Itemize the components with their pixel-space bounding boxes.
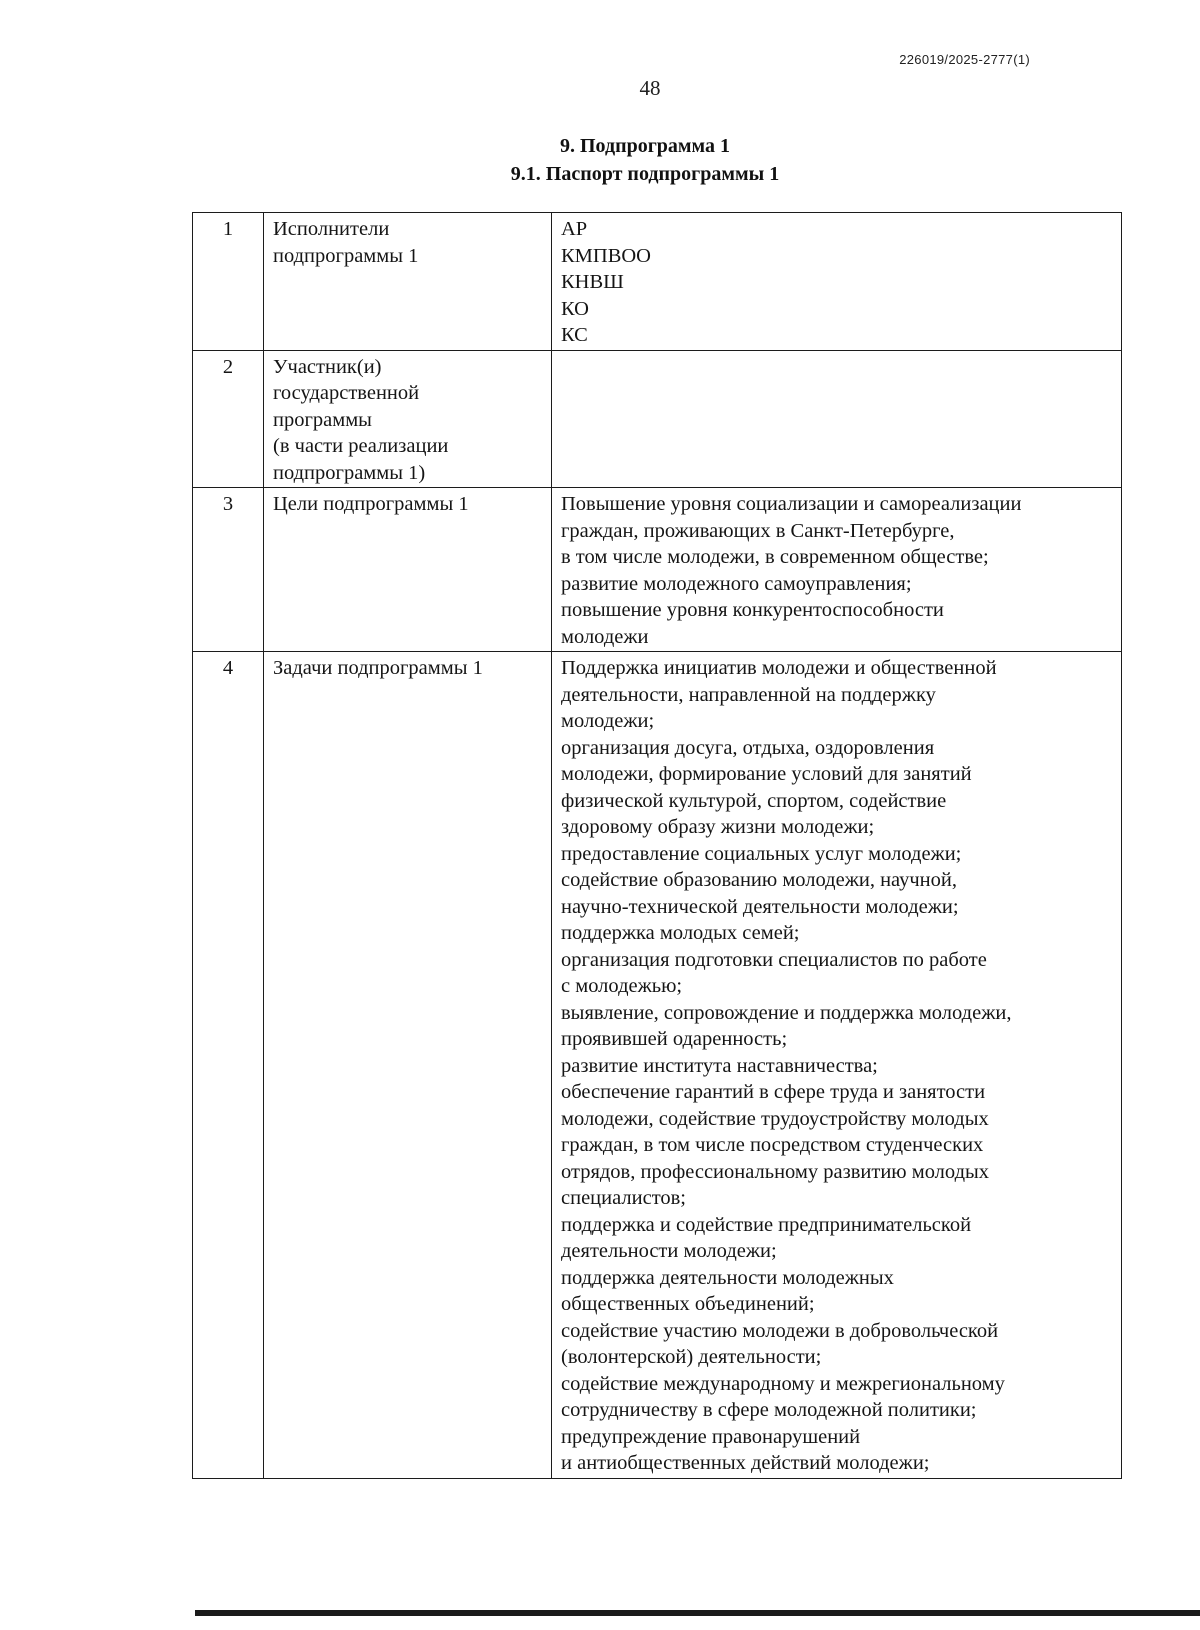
row-value (552, 652, 1122, 1479)
label-line: Цели подпрограммы 1 (273, 493, 469, 515)
value-line: физической культурой, спортом, содействие (561, 789, 947, 812)
value-line: повышение уровня конкурентоспособности (561, 599, 944, 621)
row-number: 4 (193, 652, 264, 1479)
value-line: КО (561, 297, 589, 320)
value-line: развитие молодежного самоуправления; (561, 572, 912, 595)
value-line: граждан, проживающих в Санкт-Петербурге, (561, 519, 955, 542)
table-row (193, 652, 1122, 1479)
value-line: деятельности, направленной на поддержку (561, 683, 936, 706)
value-line: поддержка и содействие предпринимательской (561, 1213, 972, 1236)
value-line: КС (561, 324, 588, 346)
value-line: специалистов; (561, 1187, 687, 1209)
value-line: молодежи, формирование условий для занятий (561, 763, 972, 785)
value-line: в том числе молодежи, в современном обществе; (561, 546, 989, 568)
value-line: поддержка молодых семей; (561, 922, 800, 944)
value-line: развитие института наставничества; (561, 1054, 878, 1077)
row-value (552, 488, 1122, 652)
title-block (0, 132, 1200, 188)
value-line: проявившей одаренность; (561, 1028, 788, 1050)
value-line: с молодежью; (561, 975, 683, 997)
label-line: Задачи подпрограммы 1 (273, 657, 483, 679)
value-line: содействие международному и межрегиональному (561, 1372, 1005, 1395)
value-line: граждан, в том числе посредством студенческих (561, 1134, 984, 1156)
value-line: выявление, сопровождение и поддержка молодежи, (561, 1001, 1012, 1024)
passport-table (192, 212, 1122, 1479)
value-line: содействие участию молодежи в добровольческой (561, 1319, 999, 1342)
row-number: 1 (193, 213, 264, 351)
row-label (264, 350, 552, 488)
value-line: молодежи; (561, 710, 655, 732)
value-line: организация подготовки специалистов по работе (561, 948, 987, 971)
value-line: деятельности молодежи; (561, 1240, 777, 1262)
label-line: подпрограммы 1) (273, 461, 426, 484)
scan-edge-line (195, 1610, 1200, 1616)
value-line: молодежи, содействие трудоустройству молодых (561, 1107, 989, 1130)
label-line: Участник(и) (273, 355, 382, 378)
label-line: государственной (273, 382, 420, 404)
label-line: программы (273, 408, 372, 431)
value-line: АР (561, 218, 588, 240)
value-line: общественных объединений; (561, 1293, 815, 1315)
row-value (552, 213, 1122, 351)
label-line: (в части реализации (273, 435, 449, 457)
row-label (264, 652, 552, 1479)
value-line: Повышение уровня социализации и самореализации (561, 493, 1022, 515)
value-line: обеспечение гарантий в сфере труда и занятости (561, 1081, 986, 1103)
row-number: 3 (193, 488, 264, 652)
page-number: 48 (639, 76, 661, 100)
label-line: Исполнители (273, 218, 390, 240)
value-line: поддержка деятельности молодежных (561, 1266, 894, 1289)
value-line: научно-технической деятельности молодежи; (561, 895, 959, 918)
document-id: 226019/2025-2777(1) (899, 52, 1030, 67)
value-line: содействие образованию молодежи, научной, (561, 869, 957, 891)
value-line: молодежи (561, 625, 649, 648)
value-line: и антиобщественных действий молодежи; (561, 1452, 930, 1474)
value-line: организация досуга, отдыха, оздоровления (561, 736, 935, 759)
row-label (264, 213, 552, 351)
row-label (264, 488, 552, 652)
value-line: предоставление социальных услуг молодежи; (561, 842, 962, 865)
value-line: предупреждение правонарушений (561, 1425, 861, 1448)
value-line: отрядов, профессиональному развитию молодых (561, 1160, 990, 1183)
row-number: 2 (193, 350, 264, 488)
label-line: подпрограммы 1 (273, 244, 419, 267)
value-line: (волонтерской) деятельности; (561, 1346, 822, 1368)
table-row (193, 488, 1122, 652)
subsection-title: 9.1. Паспорт подпрограммы 1 (510, 163, 780, 185)
row-value (552, 350, 1122, 488)
table-row (193, 350, 1122, 488)
value-line: Поддержка инициатив молодежи и общественной (561, 657, 997, 679)
value-line: здоровому образу жизни молодежи; (561, 816, 875, 838)
value-line: КНВШ (561, 271, 624, 293)
section-title: 9. Подпрограмма 1 (559, 135, 731, 157)
value-line: сотрудничеству в сфере молодежной политики; (561, 1399, 977, 1421)
table-row (193, 213, 1122, 351)
value-line: КМПВОО (561, 244, 651, 267)
